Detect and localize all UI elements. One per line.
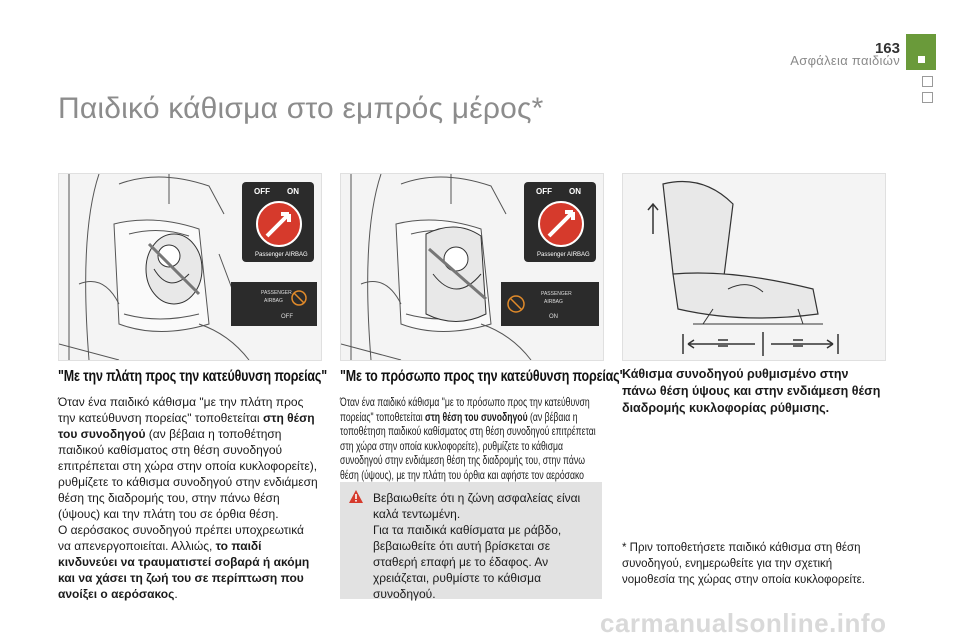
switch-on-label: ON xyxy=(287,187,299,196)
airbag-switch-off-icon xyxy=(242,182,314,262)
forward-facing-paragraph: Όταν ένα παιδικό κάθισμα "με το πρόσωπο προς την κατεύθυνση πορείας" τοποθετείται στη θέση του συνοδηγού (αν βέβαια η τοποθέτηση παιδικού καθίσματος στη θέση συνοδηγού επιτρέπεται στη χώρα στην οποία κυκλοφορείτε), ρυθμίζετε το κάθισμα συνοδηγού στην ενδιάμεση θέση της διαδρομής του, στην πάνω θέση (ύψους), με την πλάτη του όρθια και αφήστε τον αερόσακο xyxy=(340,395,596,482)
warning-seatbelt: Βεβαιωθείτε ότι η ζώνη ασφαλείας είναι καλά τεντωμένη. xyxy=(373,491,581,521)
figure-rear-facing xyxy=(58,173,322,361)
airbag-switch-on-icon xyxy=(524,182,596,262)
rear-facing-paragraph-2: Ο αερόσακος συνοδηγού πρέπει υποχρεωτικά να απενεργοποιείται. Αλλιώς, το παιδί κινδυνεύει να τραυματιστεί σοβαρά ή ακόμη και να χάσει τη ζωή του σε περίπτωση που ανοίξει ο αερόσακος. xyxy=(58,523,310,601)
height-arrow-icon xyxy=(648,204,658,234)
airbag-indicator-off xyxy=(231,282,317,326)
switch-off-label: OFF xyxy=(254,187,270,196)
rear-facing-heading: "Με την πλάτη προς την κατεύθυνση πορείας" xyxy=(58,368,328,385)
indicator-state: OFF xyxy=(281,314,293,320)
rear-facing-paragraph-1: Όταν ένα παιδικό κάθισμα "με την πλάτη προς την κατεύθυνση πορείας" τοποθετείται στη θέση του συνοδηγού (αν βέβαια η τοποθέτηση παιδικού καθίσματος στη θέση συνοδηγού επιτρέπεται στη χώρα στην οποία κυκλοφορείτε), ρυθμίζετε το κάθισμα συνοδηγού στην ενδιάμεση θέση της διαδρομής του, στην πάνω θέση (ύψους) και την πλάτη του σε όρθια θέση. xyxy=(58,395,318,521)
warning-text xyxy=(373,490,595,602)
warning-support-leg: Για τα παιδικά καθίσματα με ράβδο, βεβαιωθείτε ότι αυτή βρίσκεται σε σταθερή επαφή με το έδαφος. Αν χρειάζεται, ρυθμίστε το κάθισμα συνοδηγού. xyxy=(373,523,562,601)
airbag-indicator-on xyxy=(501,282,599,326)
switch-off-label: OFF xyxy=(536,187,552,196)
indicator-line2: AIRBAG xyxy=(544,299,563,305)
indicator-line1: PASSENGER xyxy=(261,290,292,296)
switch-on-label: ON xyxy=(569,187,581,196)
indicator-line2: AIRBAG xyxy=(264,298,283,304)
forward-facing-illustration xyxy=(341,174,603,360)
section-label: Ασφάλεια παιδιών xyxy=(790,53,900,68)
forward-facing-heading: "Με το πρόσωπο προς την κατεύθυνση πορείας" xyxy=(340,368,626,385)
switch-airbag-label: Passenger AIRBAG xyxy=(255,252,308,258)
seat-caption: Κάθισμα συνοδηγού ρυθμισμένο στην πάνω θέση ύψους και στην ενδιάμεση θέση διαδρομής κυκλοφορίας ρύθμισης. xyxy=(622,367,881,415)
page-number: 163 xyxy=(874,40,900,57)
warning-icon xyxy=(348,489,364,505)
rear-facing-body xyxy=(58,394,320,602)
tab-marker-icon xyxy=(918,56,925,63)
figure-seat-adjustment xyxy=(622,173,886,361)
figure-forward-facing xyxy=(340,173,604,361)
seat-adjustment-illustration xyxy=(623,174,885,360)
page-title: Παιδικό κάθισμα στο εμπρός μέρος* xyxy=(58,92,544,125)
side-box-icon xyxy=(922,76,933,87)
travel-position-icon xyxy=(683,332,838,356)
rear-facing-illustration xyxy=(59,174,321,360)
switch-airbag-label: Passenger AIRBAG xyxy=(537,252,590,258)
watermark: carmanualsonline.info xyxy=(600,608,887,638)
side-box-icon xyxy=(922,92,933,103)
child-seat-forward-icon xyxy=(426,227,486,322)
indicator-state: ON xyxy=(549,314,558,320)
indicator-line1: PASSENGER xyxy=(541,291,572,297)
section-tab xyxy=(906,34,936,70)
child-seat-rear-icon xyxy=(146,234,202,304)
legislation-footnote: * Πριν τοποθετήσετε παιδικό κάθισμα στη θέση συνοδηγού, ενημερωθείτε για την σχετική νομοθεσία της χώρας στην οποία κυκλοφορείτε. xyxy=(622,542,865,586)
